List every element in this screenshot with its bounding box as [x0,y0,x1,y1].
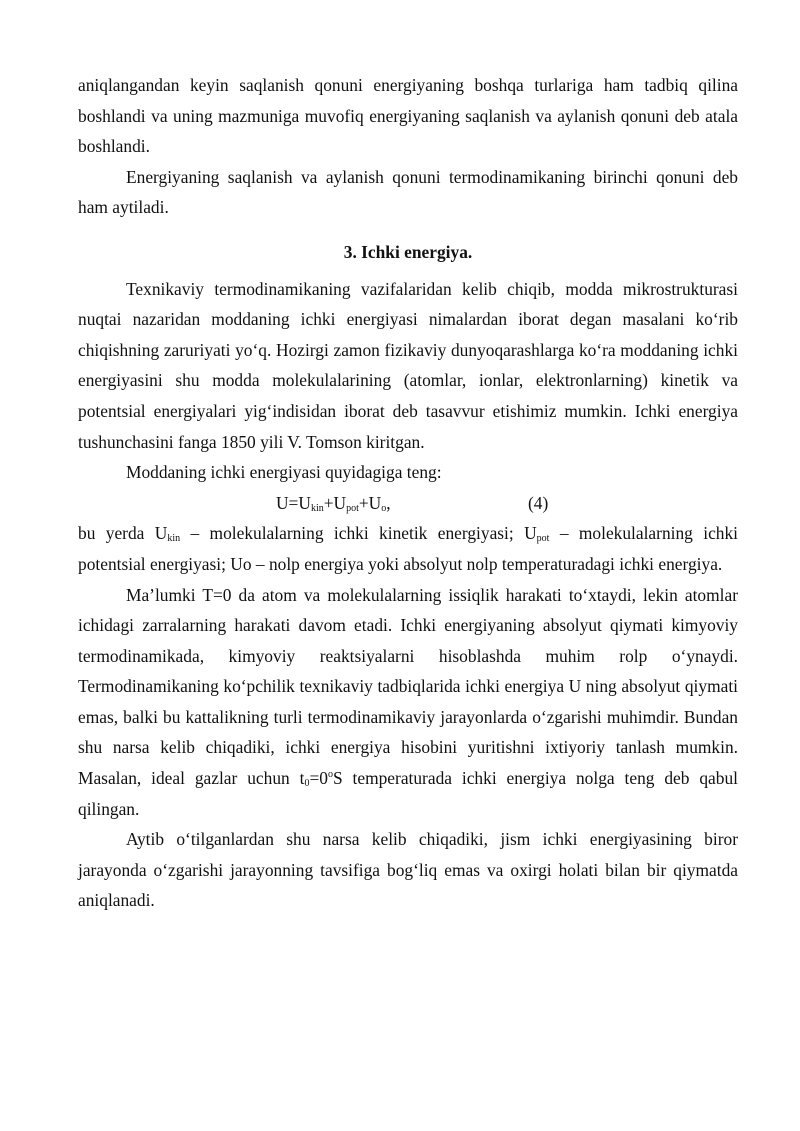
equation-row [78,488,738,519]
equation-number: (4) [528,492,549,513]
document-page [78,70,738,916]
paragraph-equation-intro: Moddaning ichki energiyasi quyidagiga teng: [126,462,442,483]
paragraph-first-law: Energiyaning saqlanish va aylanish qonuni termodinamikaning birinchi qonuni deb ham aytiladi. [78,166,738,218]
equation: $U=U_{kin}+U_{pot}+U_o$, [276,492,391,514]
paragraph-intro: aniqlangandan keyin saqlanish qonuni energiyaning boshqa turlariga ham tadbiq qilina boshlandi va uning mazmuniga muvofiq energiyaning saqlanish va aylanish qonuni deb atala boshlandi. [78,75,738,157]
section-heading: 3. Ichki energiya. [343,241,473,262]
paragraph-explanation: bu yerda $U_{kin}$ – molekulalarning ichki kinetik energiyasi; $U_{pot}$ – molekulalarning ichki potentsial energiyasi; Uo – nolp energiya yoki absolyut nolp temperaturadagi ichki energiya. [78,523,739,574]
paragraph-absolute-zero: Ma’lumki T=0 da atom va molekulalarning issiqlik harakati to‘xtaydi, lekin atomlar ichidagi zarralarning harakati davom etadi. Ichki energiyaning absolyut qiymati kimyoviy termodinamikada, kimyoviy reaktsiyalarni hisoblashda muhim rolp o‘ynaydi. Termodinamikaning ko‘pchilik texnikaviy tadbiqlarida ichki energiya U ning absolyut qiymati emas, balki bu kattalikning turli termodinamikaviy jarayonlarda o‘zgarishi muhimdir. Bundan shu narsa kelib chiqadiki, ichki energiya hisobini yuritishni ixtiyoriy tanlash mumkin. Masalan, ideal gazlar uchun $t_0=0^oS$ temperaturada ichki energiya nolga teng deb qabul qilingan. [78,584,738,819]
paragraph-internal-energy: Texnikaviy termodinamikaning vazifalaridan kelib chiqib, modda mikrostrukturasi nuqtai nazaridan moddaning ichki energiyasi nimalardan iborat degan masalani ko‘rib chiqishning zaruriyati yo‘q. Hozirgi zamon fizikaviy dunyoqarashlarga ko‘ra moddaning ichki energiyasini shu modda molekulalarining (atomlar, ionlar, elektronlarning) kinetik va potentsial energiyalari yig‘indisidan iborat deb tasavvur etishimiz mumkin. Ichki energiya tushunchasini fanga 1850 yili V. Tomson kiritgan. [78,278,738,452]
paragraph-conclusion: Aytib o‘tilganlardan shu narsa kelib chiqadiki, jism ichki energiyasining biror jarayonda o‘zgarishi jarayonning tavsifiga bog‘liq emas va oxirgi holati bilan bir qiymatda aniqlanadi. [78,829,738,911]
